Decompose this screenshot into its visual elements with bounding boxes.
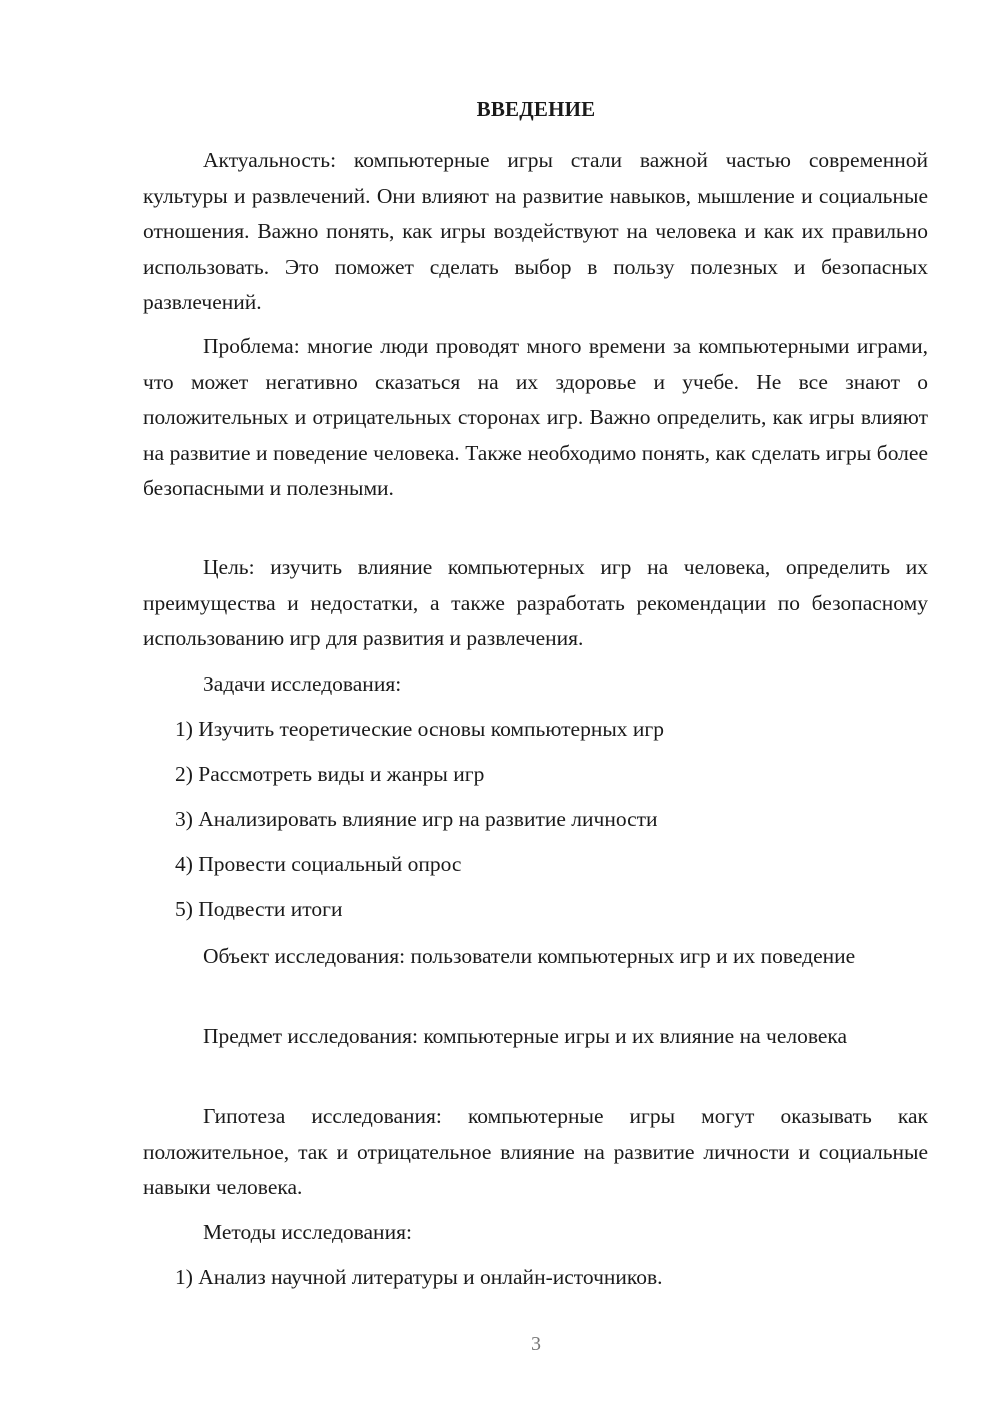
task-item-2: 2) Рассмотреть виды и жанры игр <box>175 762 485 786</box>
methods-heading: Методы исследования: <box>203 1220 412 1244</box>
task-item-5: 5) Подвести итоги <box>175 897 343 921</box>
page-title: ВВЕДЕНИЕ <box>476 97 596 121</box>
task-item-3: 3) Анализировать влияние игр на развитие личности <box>175 807 658 831</box>
tasks-heading: Задачи исследования: <box>203 672 402 696</box>
object-paragraph: Объект исследования: пользователи компьютерных игр и их поведение <box>203 944 856 968</box>
method-item-1: 1) Анализ научной литературы и онлайн-источников. <box>175 1265 663 1289</box>
goal-paragraph: Цель: изучить влияние компьютерных игр на человека, определить их преимущества и недостатки, а также разработать рекомендации по безопасному использованию игр для развития и развлечения. <box>143 555 928 650</box>
task-item-4: 4) Провести социальный опрос <box>175 852 462 876</box>
page-number: 3 <box>531 1333 541 1355</box>
task-item-1: 1) Изучить теоретические основы компьютерных игр <box>175 717 664 741</box>
subject-paragraph: Предмет исследования: компьютерные игры и их влияние на человека <box>203 1024 848 1048</box>
relevance-paragraph: Актуальность: компьютерные игры стали важной частью современной культуры и развлечений. Они влияют на развитие навыков, мышление и социальные отношения. Важно понять, как игры воздействуют на человека и как их правильно использовать. Это поможет сделать выбор в пользу полезных и безопасных развлечений. <box>143 148 928 314</box>
problem-paragraph: Проблема: многие люди проводят много времени за компьютерными играми, что может негативно сказаться на их здоровье и учебе. Не все знают о положительных и отрицательных сторонах игр. Важно определить, как игры влияют на развитие и поведение человека. Также необходимо понять, как сделать игры более безопасными и полезными. <box>143 334 928 500</box>
hypothesis-paragraph: Гипотеза исследования: компьютерные игры могут оказывать как положительное, так и отрицательное влияние на развитие личности и социальные навыки человека. <box>143 1104 928 1199</box>
